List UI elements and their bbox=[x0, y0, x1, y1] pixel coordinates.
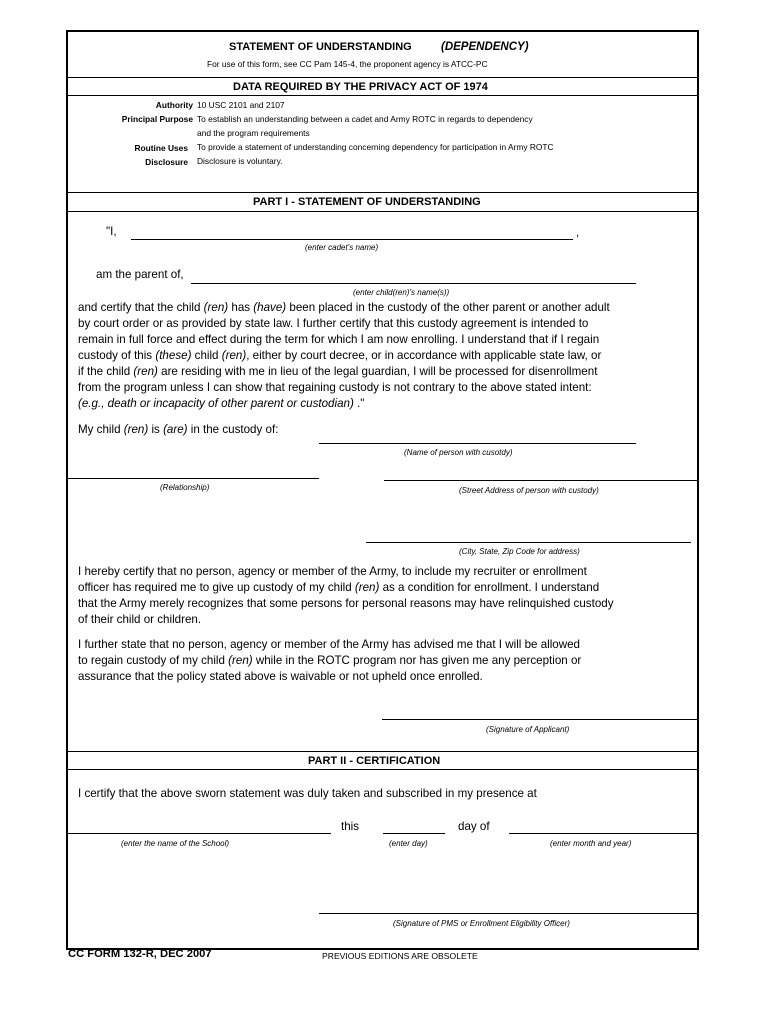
cadet-name-caption: (enter cadet's name) bbox=[305, 243, 379, 252]
applicant-signature-caption: (Signature of Applicant) bbox=[486, 725, 570, 734]
privacy-heading: DATA REQUIRED BY THE PRIVACY ACT OF 1974 bbox=[233, 81, 488, 93]
child-name-caption: (enter child(ren)'s name(s)) bbox=[353, 288, 450, 297]
paragraph-no-assurance: I further state that no person, agency or member of the Army has advised me that I will be allowed to regain custody of my child (ren) while in the ROTC program nor has given me any perception or assurance that the policy stated above is waivable or not upheld once enrolled. bbox=[78, 638, 582, 683]
divider bbox=[67, 751, 699, 752]
form-subtitle: For use of this form, see CC Pam 145-4, the proponent agency is ATCC-PC bbox=[207, 59, 488, 69]
disclosure-label: Disclosure bbox=[145, 157, 188, 167]
cadet-name-field[interactable] bbox=[131, 239, 573, 240]
form-id: CC FORM 132-R, DEC 2007 bbox=[68, 948, 212, 960]
officer-signature-caption: (Signature of PMS or Enrollment Eligibility Officer) bbox=[393, 919, 570, 928]
form-title-tag: (DEPENDENCY) bbox=[441, 41, 529, 53]
form-title: STATEMENT OF UNDERSTANDING bbox=[229, 41, 412, 53]
purpose-value-line1: To establish an understanding between a cadet and Army ROTC in regards to dependency bbox=[197, 114, 533, 124]
month-year-caption: (enter month and year) bbox=[550, 839, 632, 848]
relationship-field[interactable] bbox=[67, 478, 319, 479]
disclosure-value: Disclosure is voluntary. bbox=[197, 156, 283, 166]
custody-text: My child (ren) is (are) in the custody of: bbox=[78, 423, 279, 436]
child-name-field[interactable] bbox=[191, 283, 636, 284]
day-field[interactable] bbox=[383, 833, 445, 834]
custodian-name-caption: (Name of person with cusotdy) bbox=[404, 448, 513, 457]
routine-uses-label: Routine Uses bbox=[134, 143, 188, 153]
relationship-caption: (Relationship) bbox=[160, 483, 210, 492]
parent-of-text: am the parent of, bbox=[96, 268, 184, 281]
purpose-label: Principal Purpose bbox=[121, 114, 193, 124]
part1-heading: PART I - STATEMENT OF UNDERSTANDING bbox=[253, 196, 481, 208]
obsolete-notice: PREVIOUS EDITIONS ARE OBSOLETE bbox=[322, 951, 478, 961]
open-quote-i: "I, bbox=[106, 225, 117, 238]
this-text: this bbox=[341, 820, 360, 833]
custodian-name-field[interactable] bbox=[319, 443, 636, 444]
authority-label: Authority bbox=[155, 100, 193, 110]
street-address-field[interactable] bbox=[384, 480, 699, 481]
divider bbox=[67, 769, 699, 770]
part2-heading: PART II - CERTIFICATION bbox=[308, 755, 441, 767]
day-of-text: day of bbox=[458, 820, 490, 833]
day-caption: (enter day) bbox=[389, 839, 428, 848]
divider bbox=[67, 211, 699, 212]
routine-uses-value: To provide a statement of understanding concerning dependency for participation in Army ROTC bbox=[197, 142, 554, 152]
street-address-caption: (Street Address of person with custody) bbox=[459, 486, 599, 495]
purpose-value-line2: and the program requirements bbox=[197, 128, 310, 138]
divider bbox=[67, 95, 699, 96]
applicant-signature-field[interactable] bbox=[382, 719, 699, 720]
officer-signature-field[interactable] bbox=[319, 913, 699, 914]
city-state-zip-caption: (City, State, Zip Code for address) bbox=[459, 547, 580, 556]
paragraph-custody-statement: and certify that the child (ren) has (have) been placed in the custody of the other parent or another adult by court order or as provided by state law. I further certify that this custody agreement is intended to remain in full force and effect during the term for which I am now enrolling. I understand that if I regain custody of this (these) child (ren), either by court decree, or in accordance with applicable state law, or if the child (ren) are residing with me in lieu of the legal guardian, I will be processed for disenrollment from the program unless I can show that regaining custody is not contrary to the above stated intent: (e.g., death or incapacity of other parent or custodian) ." bbox=[78, 301, 610, 410]
authority-value: 10 USC 2101 and 2107 bbox=[197, 100, 285, 110]
school-name-field[interactable] bbox=[67, 833, 331, 834]
school-name-caption: (enter the name of the School) bbox=[121, 839, 230, 848]
comma: , bbox=[576, 226, 580, 239]
month-year-field[interactable] bbox=[509, 833, 699, 834]
divider bbox=[67, 192, 699, 193]
paragraph-no-coercion: I hereby certify that no person, agency or member of the Army, to include my recruiter or enrollment officer has required me to give up custody of my child (ren) as a condition for enrollment. I understand that the Army merely recognizes that some persons for personal reasons may have relinquished custody of their child or children. bbox=[78, 565, 614, 626]
divider bbox=[67, 77, 699, 78]
city-state-zip-field[interactable] bbox=[366, 542, 691, 543]
certification-statement: I certify that the above sworn statement was duly taken and subscribed in my presence at bbox=[78, 787, 537, 800]
